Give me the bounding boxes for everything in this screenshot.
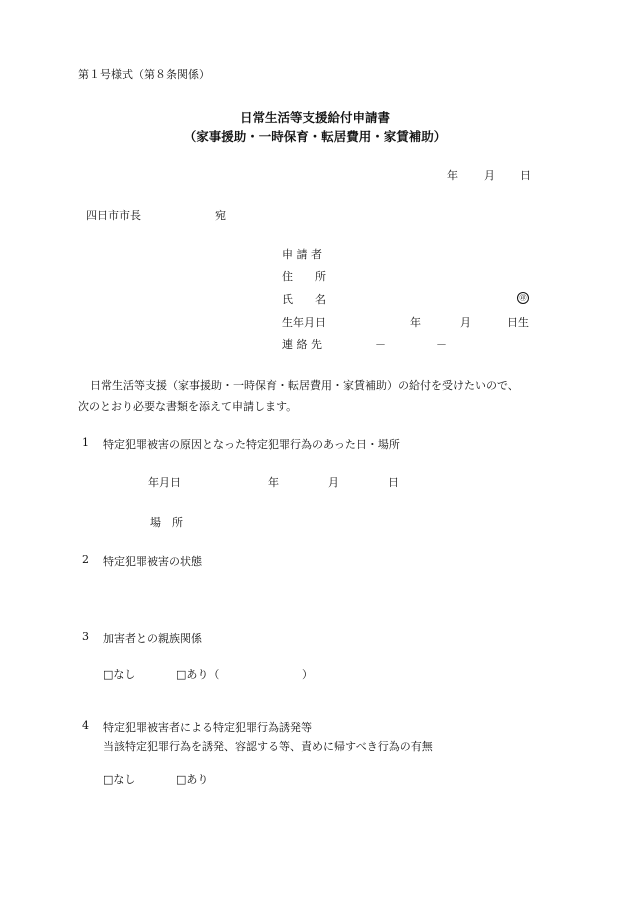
item4-option-yes[interactable]: □あり <box>176 773 209 786</box>
applicant-contact-label: 連 絡 先 <box>282 338 322 351</box>
date-month-label: 月 <box>484 169 495 182</box>
addressee-name: 四日市市長 <box>86 209 141 222</box>
item-heading: 特定犯罪被害者による特定犯罪行為誘発等 <box>103 721 312 734</box>
intro-line-2: 次のとおり必要な書類を添えて申請します。 <box>78 400 298 413</box>
item1-date-label: 年月日 <box>148 476 181 489</box>
applicant-address-label: 住 所 <box>282 270 326 283</box>
item-number: 4 <box>82 719 89 732</box>
item-number: 3 <box>82 630 89 643</box>
applicant-birth-day: 日生 <box>507 316 529 329</box>
item-heading: 特定犯罪被害の原因となった特定犯罪行為のあった日・場所 <box>103 438 400 451</box>
form-number: 第１号様式（第８条関係） <box>78 68 210 81</box>
item3-option-yes[interactable]: □あり（ <box>176 668 220 681</box>
item-number: 2 <box>82 553 89 566</box>
seal-icon: ㊞ <box>517 292 529 304</box>
item3-close-paren: ） <box>302 668 313 681</box>
item1-place-label: 場 所 <box>150 516 183 529</box>
applicant-name-label: 氏 名 <box>282 293 326 306</box>
item1-day: 日 <box>388 476 399 489</box>
document-subtitle: （家事援助・一時保育・転居費用・家賃補助） <box>183 129 447 144</box>
item4-option-none[interactable]: □なし <box>103 773 136 786</box>
contact-dash-1: － <box>375 338 386 351</box>
addressee-honorific: 宛 <box>215 209 226 222</box>
date-day-label: 日 <box>520 169 531 182</box>
document-title: 日常生活等支援給付申請書 <box>239 110 390 125</box>
item-number: 1 <box>82 436 89 449</box>
item4-subheading: 当該特定犯罪行為を誘発、容認する等、責めに帰すべき行為の有無 <box>103 740 433 753</box>
item1-month: 月 <box>328 476 339 489</box>
item-heading: 加害者との親族関係 <box>103 632 202 645</box>
applicant-birth-year: 年 <box>410 316 421 329</box>
applicant-header: 申 請 者 <box>282 248 322 261</box>
applicant-birth-month: 月 <box>460 316 471 329</box>
applicant-birth-label: 生年月日 <box>282 316 326 329</box>
intro-line-1: 日常生活等支援（家事援助・一時保育・転居費用・家賃補助）の給付を受けたいので、 <box>90 379 519 392</box>
item1-year: 年 <box>268 476 279 489</box>
item3-option-none[interactable]: □なし <box>103 668 136 681</box>
date-year-label: 年 <box>447 169 458 182</box>
contact-dash-2: － <box>436 338 447 351</box>
item-heading: 特定犯罪被害の状態 <box>103 555 202 568</box>
